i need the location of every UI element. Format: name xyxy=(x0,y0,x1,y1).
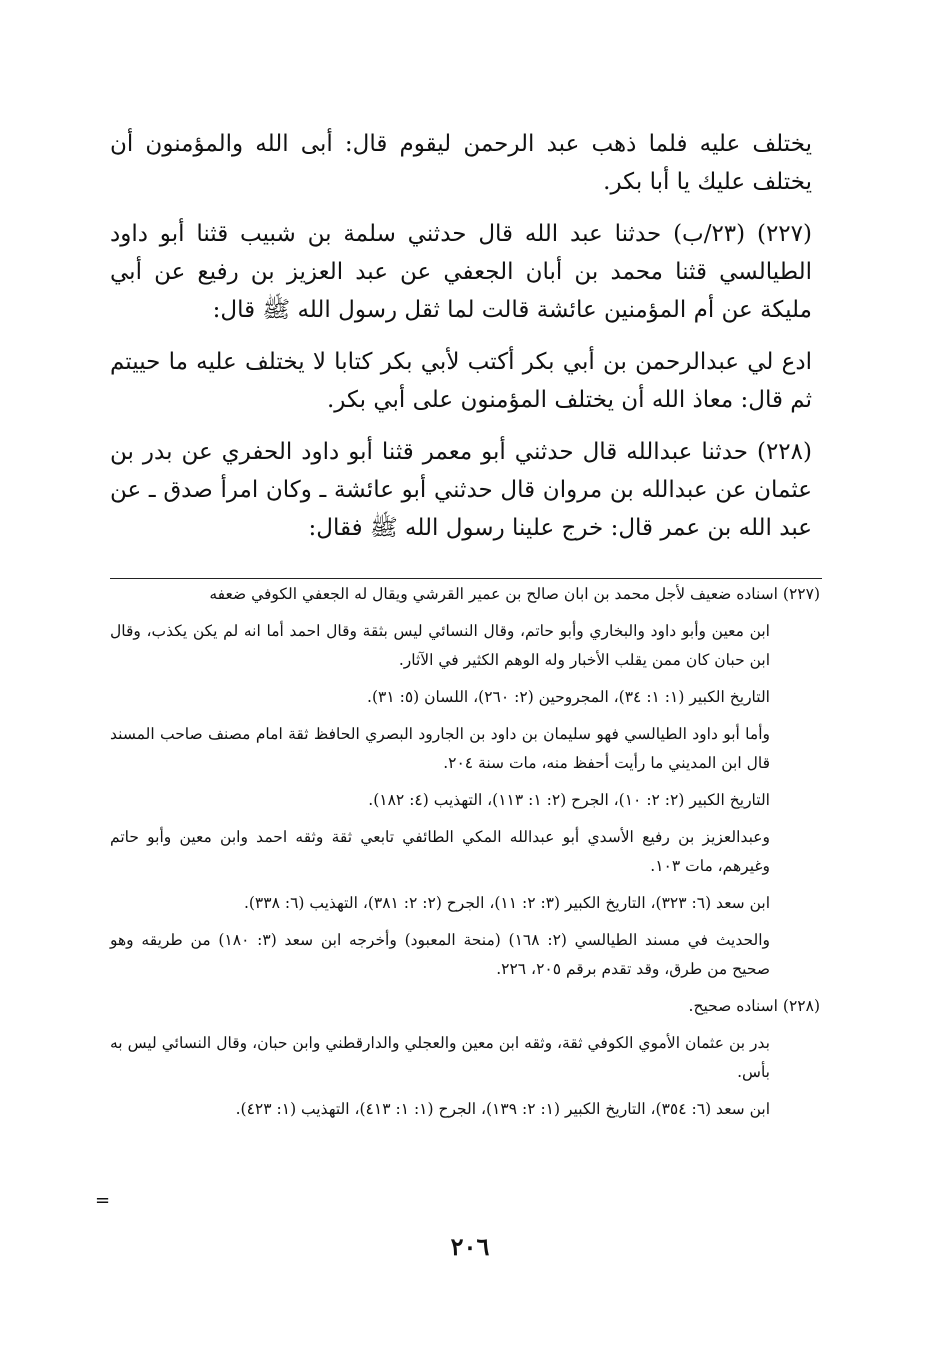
footnote-227-continuation: ابن معين وأبو داود والبخاري وأبو حاتم، وقال النسائي ليس بثقة وقال احمد أما انه لم يكن يكذب، وقال ابن حبان كان ممن يقلب الأخبار وله الوهم الكثير في الآثار. xyxy=(110,622,770,669)
footnote-227-head: (٢٢٧) اسناده ضعيف لأجل محمد بن ابان صالح بن عمير القرشي ويقال له الجعفي الكوفي ضعفه xyxy=(209,585,820,603)
footnote-227-tayalisi: وأما أبو داود الطيالسي فهو سليمان بن داود بن الجارود البصري الحافظ ثقة امام مصنف صاحب المسند قال ابن المديني ما رأيت أحفظ منه، مات سنة ٢٠٤. xyxy=(110,725,770,772)
footnote-228-badr: بدر بن عثمان الأموي الكوفي ثقة، وثقه ابن معين والعجلي والدارقطني وابن حبان، وقال النسائي ليس به بأس. xyxy=(110,1034,770,1081)
hadith-228: (٢٢٨) حدثنا عبدالله قال حدثني أبو معمر قثنا أبو داود الحفري عن بدر بن عثمان عن عبدالله بن مروان قال حدثني أبو عائشة ـ وكان امرأ صدق ـ عن عبد الله بن عمر قال: خرج علينا رسول الله ﷺ فقال: xyxy=(110,439,812,541)
continuation-mark: = xyxy=(95,1190,111,1211)
footnote-228-head: (٢٢٨) اسناده صحيح. xyxy=(688,997,820,1015)
main-paragraph-1: يختلف عليه فلما ذهب عبد الرحمن ليقوم قال: أبى الله والمؤمنون أن يختلف عليك يا أبا بكر. xyxy=(110,131,812,195)
footnote-227-hadith-source: والحديث في مسند الطيالسي (٢: ١٦٨) (منحة المعبود) وأخرجه ابن سعد (٣: ١٨٠) من طريقه وهو صحيح من طرق، وقد تقدم برقم ٢٠٥، ٢٢٦. xyxy=(110,931,771,978)
footnote-227-references-3: ابن سعد (٦: ٣٢٣)، التاريخ الكبير (٣: ٢: ١١)، الجرح (٢: ٢: ٣٨١)، التهذيب (٦: ٣٣٨). xyxy=(243,894,770,912)
footnote-227-references-1: التاريخ الكبير (١: ١: ٣٤)، المجروحين (٢: ٢٦٠)، اللسان (٥: ٣١). xyxy=(367,688,770,706)
footnote-228-references: ابن سعد (٦: ٣٥٤)، التاريخ الكبير (١: ٢: ١٣٩)، الجرح (١: ١: ٤١٣)، التهذيب (١: ٤٢٣). xyxy=(235,1100,770,1118)
footnotes xyxy=(110,580,820,1132)
main-paragraph-3: ادع لي عبدالرحمن بن أبي بكر أكتب لأبي بكر كتابا لا يختلف عليه ما حييتم ثم قال: معاذ الله أن يختلف المؤمنون على أبي بكر. xyxy=(110,349,812,413)
footnote-227-references-2: التاريخ الكبير (٢: ٢: ١٠)، الجرح (٢: ١: ١١٣)، التهذيب (٤: ١٨٢). xyxy=(368,791,770,809)
footnote-227-abdulaziz: وعبدالعزيز بن رفيع الأسدي أبو عبدالله المكي الطائفي تابعي ثقة وثقه احمد وابن معين وأبو حاتم وغيرهم، مات ١٠٣. xyxy=(110,828,770,875)
main-text xyxy=(110,125,812,561)
footnote-divider xyxy=(110,578,822,579)
page-number: ٢٠٦ xyxy=(450,1232,490,1261)
hadith-227: (٢٢٧) (٢٣/ب) حدثنا عبد الله قال حدثني سلمة بن شبيب قثنا أبو داود الطيالسي قثنا محمد بن أبان الجعفي عن عبد العزيز بن رفيع عن أبي مليكة عن أم المؤمنين عائشة قالت لما ثقل رسول الله ﷺ قال: xyxy=(110,221,812,323)
